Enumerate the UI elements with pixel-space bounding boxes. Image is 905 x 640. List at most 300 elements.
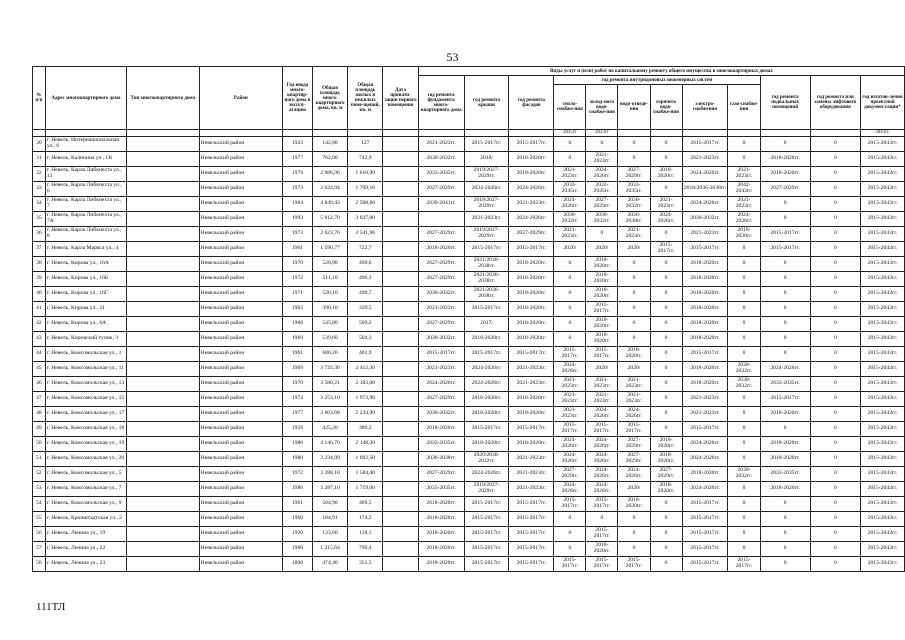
cell-project: 2015-2043гг. — [860, 482, 904, 497]
cell-privatization-date — [383, 497, 418, 512]
continuation-cell — [383, 130, 418, 137]
cell-elevator: 0 — [810, 317, 860, 332]
cell-district: Невельский район — [199, 422, 282, 437]
cell-foundation: 2027-2029гг. — [418, 182, 464, 197]
cell-roof: 2024-2026гг. — [464, 467, 509, 482]
cell-hot-water: 0 — [650, 182, 682, 197]
cell-total-area: 1 590,77 — [312, 242, 347, 257]
cell-project: 2015-2043гг. — [860, 362, 904, 377]
cell-foundation: 2033-2035гг. — [418, 167, 464, 182]
cell-privatization-date — [383, 422, 418, 437]
header-district: Район — [199, 67, 282, 130]
cell-cold-water: 0 — [586, 512, 618, 527]
cell-living-area: 742,9 — [348, 152, 383, 167]
cell-hot-water: 2018-2020гг. — [650, 482, 682, 497]
continuation-cell — [127, 130, 200, 137]
cell-sewer: 0 — [618, 302, 650, 317]
cell-year: 1961 — [283, 242, 313, 257]
cell-year: 1980 — [283, 482, 313, 497]
cell-foundation: 2021-2023гг. — [418, 362, 464, 377]
cell-heat: 0 — [554, 332, 586, 347]
cell-electric: 2018-2020гг. — [682, 377, 728, 392]
cell-address: г. Невель, Карла Маркса ул., 4 — [45, 242, 126, 257]
cell-no: 41 — [33, 302, 46, 317]
cell-electric: 2015-2017гг. — [682, 242, 728, 257]
cell-living-area: 509,2 — [348, 317, 383, 332]
cell-cold-water: 2018-2020гг. — [586, 542, 618, 557]
cell-electric: 2021-2023гг. — [682, 227, 728, 242]
cell-electric: 2018-2020гг. — [682, 332, 728, 347]
cell-project: 2015-2043гг. — [860, 407, 904, 422]
cell-foundation: 2018-2020гг. — [418, 497, 464, 512]
cell-hot-water: 0 — [650, 527, 682, 542]
cell-hot-water: 2018-2020гг. — [650, 167, 682, 182]
cell-elevator: 0 — [810, 347, 860, 362]
cell-living-area: 2 541,96 — [348, 227, 383, 242]
cell-foundation: 2018-2020гг. — [418, 542, 464, 557]
cell-elevator: 0 — [810, 557, 860, 572]
cell-type — [127, 197, 200, 212]
cell-hot-water: 0 — [650, 542, 682, 557]
cell-sewer: 2027-2029гг. — [618, 452, 650, 467]
cell-electric: 2015-2017гг. — [682, 347, 728, 362]
cell-gas: 0 — [728, 407, 760, 422]
cell-heat: 2021-2023гг. — [554, 377, 586, 392]
cell-hot-water: 0 — [650, 497, 682, 512]
cell-facade: 2018-2020гг. — [509, 272, 554, 287]
table-header — [33, 67, 905, 130]
cell-facade: 2015-2017гг. — [509, 347, 554, 362]
cell-total-area: 680,20 — [312, 347, 347, 362]
table-row — [33, 497, 905, 512]
cell-electric: 2018-2020гг. — [682, 467, 728, 482]
continuation-cell — [760, 130, 810, 137]
cell-no: 45 — [33, 362, 46, 377]
cell-facade: 2021-2023гг. — [509, 362, 554, 377]
cell-district: Невельский район — [199, 257, 282, 272]
cell-district: Невельский район — [199, 527, 282, 542]
cell-no: 44 — [33, 347, 46, 362]
cell-sewer: 2033-2035гг. — [618, 182, 650, 197]
table-row — [33, 212, 905, 227]
cell-project: 2015-2043гг. — [860, 467, 904, 482]
cell-living-area: 174,2 — [348, 512, 383, 527]
cell-elevator: 0 — [810, 212, 860, 227]
cell-district: Невельский район — [199, 392, 282, 407]
cell-basement: 2027-2029гг. — [760, 182, 810, 197]
cell-district: Невельский район — [199, 482, 282, 497]
table-row — [33, 542, 905, 557]
cell-basement: 0 — [760, 527, 810, 542]
cell-heat: 0 — [554, 257, 586, 272]
cell-project: 2015-2043гг. — [860, 182, 904, 197]
cell-address: г. Невель, Комсомольская ул., 1 — [45, 347, 126, 362]
cell-address: г. Невель, Кирова ул., 16Б — [45, 272, 126, 287]
cell-heat: 0 — [554, 137, 586, 152]
cell-project: 2015-2043гг. — [860, 332, 904, 347]
cell-cold-water: 2018-2020гг. — [586, 272, 618, 287]
cell-living-area: 490,7 — [348, 287, 383, 302]
cell-district: Невельский район — [199, 227, 282, 242]
cell-type — [127, 347, 200, 362]
cell-year: 1973 — [283, 227, 313, 242]
cell-roof: 2024-2026гг. — [464, 362, 509, 377]
cell-district: Невельский район — [199, 407, 282, 422]
cell-electric: 2024-2026гг. — [682, 482, 728, 497]
cell-hot-water: 0 — [650, 392, 682, 407]
cell-sewer: 2015-2017гг. — [618, 422, 650, 437]
cell-roof: 2018-2020гг. — [464, 392, 509, 407]
cell-address: г. Невель, Интернациональная ул., 6 — [45, 137, 126, 152]
cell-hot-water: 0 — [650, 272, 682, 287]
cell-no: 52 — [33, 467, 46, 482]
cell-sewer: 2021-2023гг. — [618, 227, 650, 242]
page-number: 53 — [446, 50, 459, 64]
header-address: Адрес многоквартирного дома — [45, 67, 126, 130]
cell-project: 2015-2043гг. — [860, 422, 904, 437]
cell-total-area: 3 288,10 — [312, 467, 347, 482]
cell-heat: 2024-2026гг. — [554, 362, 586, 377]
cell-basement: 0 — [760, 212, 810, 227]
cell-no: 32 — [33, 167, 46, 182]
cell-living-area: 127 — [348, 137, 383, 152]
header-year: Год ввода много-квартир-ного дома в эксплу-атацию — [283, 67, 313, 130]
cell-hot-water: 0 — [650, 137, 682, 152]
cell-privatization-date — [383, 437, 418, 452]
table-row — [33, 137, 905, 152]
cell-elevator: 0 — [810, 392, 860, 407]
cell-cold-water: 2024-2026гг. — [586, 407, 618, 422]
cell-year: 1972 — [283, 467, 313, 482]
continuation-cell — [810, 130, 860, 137]
cell-year: 1970 — [283, 257, 313, 272]
cell-privatization-date — [383, 362, 418, 377]
cell-total-area: 133,60 — [312, 527, 347, 542]
table-row — [33, 377, 905, 392]
cell-gas: 2015-2017гг. — [728, 557, 760, 572]
cell-gas: 2021-2023гг. — [728, 197, 760, 212]
table-row — [33, 152, 905, 167]
cell-district: Невельский район — [199, 467, 282, 482]
cell-facade: 2015-2017гг. — [509, 422, 554, 437]
cell-basement: 0 — [760, 137, 810, 152]
continuation-cell — [33, 130, 46, 137]
header-basement: год ремонта подвальных помещений — [760, 76, 810, 130]
cell-year: 1962 — [283, 302, 313, 317]
continuation-cell — [728, 130, 760, 137]
cell-elevator: 0 — [810, 197, 860, 212]
cell-hot-water: 0 — [650, 557, 682, 572]
cell-heat: 2024-2026гг. — [554, 197, 586, 212]
cell-year: 1961 — [283, 497, 313, 512]
cell-living-area: 118,1 — [348, 527, 383, 542]
cell-hot-water: 0 — [650, 317, 682, 332]
cell-total-area: 184,91 — [312, 512, 347, 527]
cell-project: 2015-2043гг. — [860, 557, 904, 572]
cell-privatization-date — [383, 452, 418, 467]
cell-project: 2015-2043гг. — [860, 437, 904, 452]
cell-gas: 0 — [728, 497, 760, 512]
cell-type — [127, 362, 200, 377]
header-systems-group: год ремонта внутридомовых инженерных систем — [554, 76, 760, 85]
cell-gas: 0 — [728, 242, 760, 257]
cell-living-area: 2 148,30 — [348, 437, 383, 452]
cell-living-area: 490,6 — [348, 257, 383, 272]
cell-foundation: 2033-2035гг. — [418, 482, 464, 497]
cell-project: 2015-2043гг. — [860, 167, 904, 182]
cell-elevator: 0 — [810, 167, 860, 182]
cell-total-area: 4 146,70 — [312, 437, 347, 452]
cell-address: г. Невель, Комсомольская ул., 18 — [45, 422, 126, 437]
cell-roof: 2021-2023гг. — [464, 212, 509, 227]
cell-project: 2015-2043гг. — [860, 272, 904, 287]
cell-heat: 2015-2017гг. — [554, 557, 586, 572]
cell-facade: 2021-2023гг. — [509, 482, 554, 497]
cell-facade: 2021-2023гг. — [509, 467, 554, 482]
cell-facade: 2021-2023гг. — [509, 377, 554, 392]
table-row — [33, 452, 905, 467]
table-row — [33, 332, 905, 347]
cell-gas: 0 — [728, 452, 760, 467]
cell-year: 1980 — [283, 452, 313, 467]
cell-cold-water: 2018-2020гг. — [586, 317, 618, 332]
header-electric: электро-снабжения — [682, 85, 728, 130]
cell-cold-water: 2015-2017гг. — [586, 302, 618, 317]
cell-heat: 2021-2023гг. — [554, 227, 586, 242]
cell-foundation: 2018-2020гг. — [418, 512, 464, 527]
cell-address: г. Невель, Комсомольская ул., 15 — [45, 392, 126, 407]
continuation-cell — [348, 130, 383, 137]
cell-hot-water: 2027-2029гг. — [650, 467, 682, 482]
cell-living-area: 351,5 — [348, 557, 383, 572]
table-row — [33, 407, 905, 422]
cell-heat: 0 — [554, 542, 586, 557]
cell-sewer: 2015-2017гг. — [618, 557, 650, 572]
header-no: № п/п — [33, 67, 46, 130]
cell-gas: 0 — [728, 332, 760, 347]
cell-sewer: 0 — [618, 542, 650, 557]
cell-living-area: 496,3 — [348, 272, 383, 287]
cell-cold-water: 2024-2026гг. — [586, 467, 618, 482]
cell-address: г. Невель, Комсомольская ул., 5 — [45, 467, 126, 482]
cell-elevator: 0 — [810, 482, 860, 497]
cell-hot-water: 2018-2020гг. — [650, 437, 682, 452]
cell-hot-water: 0 — [650, 332, 682, 347]
table-row — [33, 317, 905, 332]
page-footer-code: 111ТЛ — [36, 601, 66, 613]
cell-elevator: 0 — [810, 467, 860, 482]
cell-basement: 0 — [760, 347, 810, 362]
cell-address: г. Невель, Карла Либкнехта ул., 6 — [45, 182, 126, 197]
table-row — [33, 437, 905, 452]
cell-electric: 2015-2017гг. — [682, 497, 728, 512]
cell-gas: 0 — [728, 542, 760, 557]
cell-living-area: 1 692,50 — [348, 452, 383, 467]
cell-address: г. Невель, Кирова ул., 6А — [45, 317, 126, 332]
table-row — [33, 512, 905, 527]
cell-no: 39 — [33, 272, 46, 287]
cell-project: 2015-2043гг. — [860, 302, 904, 317]
cell-elevator: 0 — [810, 272, 860, 287]
cell-heat: 2015-2017гг. — [554, 497, 586, 512]
cell-type — [127, 557, 200, 572]
cell-basement: 2018-2020гг. — [760, 167, 810, 182]
cell-sewer: 2030-2032гг. — [618, 197, 650, 212]
cell-electric: 2018/2036-2038гг. — [682, 182, 728, 197]
cell-address: г. Невель, Карла Либкнехта ул., 8 — [45, 227, 126, 242]
cell-elevator: 0 — [810, 542, 860, 557]
cell-gas: 0 — [728, 152, 760, 167]
cell-sewer: 0 — [618, 317, 650, 332]
cell-total-area: 3 253,10 — [312, 392, 347, 407]
cell-district: Невельский район — [199, 437, 282, 452]
cell-sewer: 2027-2029гг. — [618, 437, 650, 452]
cell-hot-water: 0 — [650, 422, 682, 437]
cell-foundation: 2027-2029гг. — [418, 392, 464, 407]
cell-district: Невельский район — [199, 272, 282, 287]
cell-elevator: 0 — [810, 137, 860, 152]
cell-basement: 2015-2017гг. — [760, 242, 810, 257]
cell-project: 2015-2043гг. — [860, 527, 904, 542]
cell-elevator: 0 — [810, 287, 860, 302]
cell-basement: 2018-2020гг. — [760, 482, 810, 497]
cell-type — [127, 407, 200, 422]
cell-electric: 2030-2032гг. — [682, 212, 728, 227]
cell-district: Невельский район — [199, 152, 282, 167]
cell-electric: 2015-2017гг. — [682, 422, 728, 437]
cell-basement: 2015-2017гг. — [760, 392, 810, 407]
cell-cold-water: 2033-2035гг. — [586, 182, 618, 197]
cell-electric: 2024-2026гг. — [682, 437, 728, 452]
cell-privatization-date — [383, 287, 418, 302]
table-row — [33, 347, 905, 362]
cell-total-area: 390,10 — [312, 302, 347, 317]
header-works-group: Виды услуг и (или) работ по капитальному ремонту общего имущества в многоквартирных домах — [418, 67, 904, 76]
cell-roof: 2015-2017гг. — [464, 347, 509, 362]
table-row — [33, 482, 905, 497]
cell-project: 2015-2043гг. — [860, 242, 904, 257]
cell-district: Невельский район — [199, 137, 282, 152]
cell-address: г. Невель, Комсомольская ул., 13 — [45, 377, 126, 392]
cell-total-area: 762,00 — [312, 152, 347, 167]
cell-type — [127, 497, 200, 512]
cell-heat: 2015-2017гг. — [554, 422, 586, 437]
continuation-cell — [464, 130, 509, 137]
cell-facade: 2018-2020гг. — [509, 167, 554, 182]
cell-sewer: 0 — [618, 512, 650, 527]
cell-basement: 0 — [760, 197, 810, 212]
cell-foundation: 2018-2020гг. — [418, 242, 464, 257]
cell-project: 2015-2043гг. — [860, 512, 904, 527]
cell-elevator: 0 — [810, 242, 860, 257]
cell-facade: 2018-2020гг. — [509, 257, 554, 272]
cell-foundation — [418, 212, 464, 227]
cell-gas: 0 — [728, 272, 760, 287]
cell-year: 1958 — [283, 422, 313, 437]
cell-living-area: 2 183,00 — [348, 377, 383, 392]
cell-privatization-date — [383, 347, 418, 362]
cell-electric: 2015-2017гг. — [682, 137, 728, 152]
continuation-cell — [509, 130, 554, 137]
continuation-cell — [618, 130, 650, 137]
table-row — [33, 242, 905, 257]
cell-facade: 2018-2020гг. — [509, 287, 554, 302]
cell-cold-water: 2024-2026гг. — [586, 482, 618, 497]
cell-year: 1977 — [283, 152, 313, 167]
cell-type — [127, 302, 200, 317]
cell-no: 46 — [33, 377, 46, 392]
cell-project: 2015-2043гг. — [860, 227, 904, 242]
cell-address: г. Невель, Кирова ул., 16А — [45, 257, 126, 272]
cell-foundation: 2027-2029гг. — [418, 317, 464, 332]
cell-no: 51 — [33, 452, 46, 467]
cell-roof: 2018-2020гг. — [464, 437, 509, 452]
cell-basement: 2033-2035гг. — [760, 377, 810, 392]
cell-living-area: 2 234,90 — [348, 407, 383, 422]
cell-type — [127, 137, 200, 152]
cell-electric: 2015-2017гг. — [682, 557, 728, 572]
cell-roof: 2024-2026гг. — [464, 377, 509, 392]
cell-total-area: 425,20 — [312, 422, 347, 437]
cell-heat: 2021-2023гг. — [554, 407, 586, 422]
cell-total-area: 3 287,10 — [312, 482, 347, 497]
cell-project: 2015-2043гг. — [860, 152, 904, 167]
cell-roof: 2015-2017гг. — [464, 242, 509, 257]
cell-heat: 2020/ — [554, 242, 586, 257]
cell-year: 1984 — [283, 197, 313, 212]
cell-gas: 0 — [728, 287, 760, 302]
header-facade: год ремонта фасадов — [509, 76, 554, 130]
cell-year: 1969 — [283, 332, 313, 347]
cell-no: 53 — [33, 482, 46, 497]
cell-gas: 0 — [728, 437, 760, 452]
cell-sewer: 2018-2020гг. — [618, 497, 650, 512]
cell-foundation: 2030-2032гг. — [418, 332, 464, 347]
cell-project: 2015-2043гг. — [860, 497, 904, 512]
cell-living-area: 504,3 — [348, 332, 383, 347]
cell-electric: 2018-2020гг. — [682, 257, 728, 272]
cell-cold-water: 2015-2017гг. — [586, 422, 618, 437]
continuation-cell — [650, 130, 682, 137]
cell-type — [127, 227, 200, 242]
cell-gas: 0 — [728, 317, 760, 332]
cell-privatization-date — [383, 242, 418, 257]
cell-address: г. Невель, Комсомольская ул., 19 — [45, 437, 126, 452]
cell-project: 2015-2043гг. — [860, 542, 904, 557]
cell-hot-water: 0 — [650, 287, 682, 302]
cell-electric: 2024-2026гг. — [682, 197, 728, 212]
cell-year: 1923 — [283, 137, 313, 152]
cell-district: Невельский район — [199, 317, 282, 332]
cell-address: г. Невель, Комсомольская ул., 20 — [45, 452, 126, 467]
cell-district: Невельский район — [199, 557, 282, 572]
cell-cold-water: 2015-2017гг. — [586, 557, 618, 572]
cell-living-area: 1 584,40 — [348, 467, 383, 482]
cell-roof: 2018-2020гг. — [464, 407, 509, 422]
cell-cold-water: 2021-2023гг. — [586, 377, 618, 392]
cell-heat: 2024-2026гг. — [554, 452, 586, 467]
cell-district: Невельский район — [199, 302, 282, 317]
cell-heat: 2024-2026гг. — [554, 437, 586, 452]
cell-year: 1973 — [283, 182, 313, 197]
cell-type — [127, 392, 200, 407]
cell-foundation: 2021-2023гг. — [418, 137, 464, 152]
cell-privatization-date — [383, 557, 418, 572]
cell-total-area: 142,80 — [312, 137, 347, 152]
cell-foundation: 2027-2029гг. — [418, 227, 464, 242]
cell-year: 1960 — [283, 542, 313, 557]
cell-total-area: 539,60 — [312, 332, 347, 347]
